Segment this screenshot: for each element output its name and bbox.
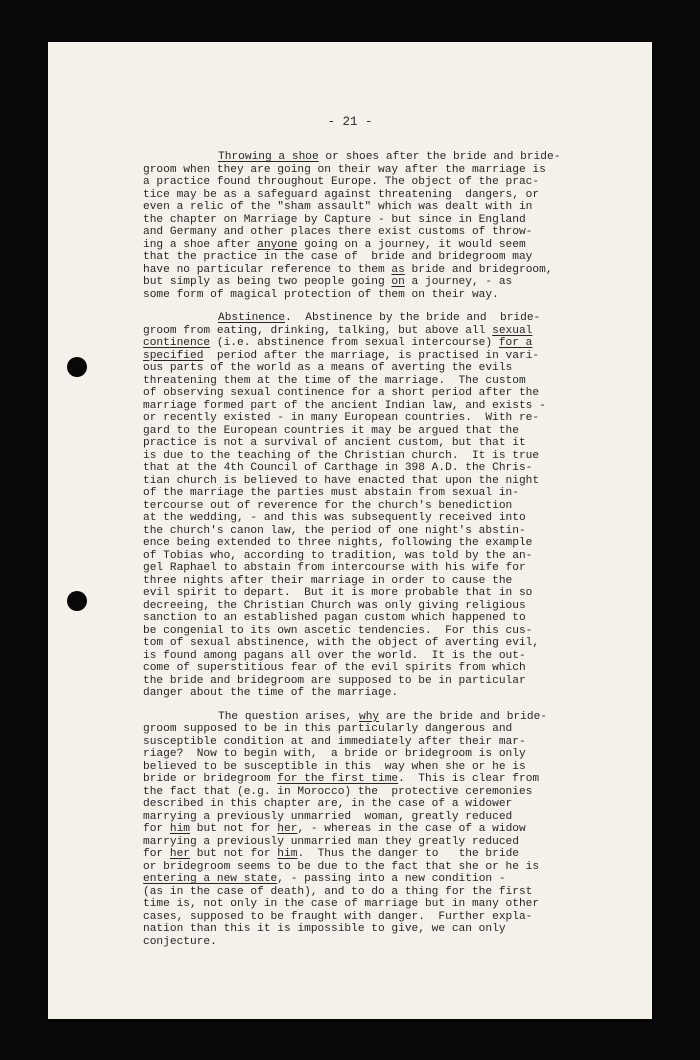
text-line [143, 612, 643, 625]
text-line [143, 675, 643, 688]
text-line [143, 412, 643, 425]
text-line [143, 264, 643, 277]
text-segment: three nights after their marriage in order to cause the [143, 574, 513, 587]
text-segment: sanction to an established pagan custom which happened to [143, 612, 526, 624]
text-segment: at the wedding, - and this was subsequently received into [143, 512, 526, 524]
text-segment: for [143, 848, 170, 860]
text-line [143, 201, 643, 214]
text-line [143, 836, 643, 849]
text-line [143, 512, 643, 525]
underlined-text: entering a new state [143, 873, 278, 885]
text-segment: tom of sexual abstinence, with the object of averting evil, [143, 637, 540, 649]
text-line [143, 761, 643, 774]
text-segment: cases, supposed to be fraught with danger. Further expla- [143, 910, 533, 923]
underlined-text: Throwing a shoe [218, 151, 319, 163]
text-segment: of Tobias who, according to tradition, was told by the an- [143, 549, 533, 562]
text-line [143, 873, 643, 886]
text-segment: going on a journey, it would seem [297, 238, 526, 251]
text-line [143, 525, 643, 538]
text-line [143, 312, 643, 325]
text-line [143, 662, 643, 675]
text-segment: but not for [190, 848, 278, 860]
punch-hole [67, 357, 87, 377]
text-segment: (as in the case of death), and to do a thing for the first [143, 885, 533, 898]
text-line [143, 575, 643, 588]
text-segment: and Germany and other places there exist customs of throw- [143, 226, 533, 238]
text-segment: of the marriage the parties must abstain from sexual in- [143, 487, 519, 499]
text-segment: bride or bridegroom [143, 773, 278, 785]
text-segment: ous parts of the world as a means of averting the evils [143, 362, 513, 374]
text-segment: described in this chapter are, in the case of a widower [143, 798, 513, 810]
text-line [143, 337, 643, 350]
text-segment: the bride and bridegroom are supposed to be in particular [143, 674, 526, 687]
text-segment: tice may be as a safeguard against threatening dangers, or [143, 188, 540, 201]
text-segment: riage? Now to begin with, a bride or bridegroom is only [143, 748, 526, 760]
text-segment: the church's canon law, the period of one night's abstin- [143, 524, 526, 537]
text-line [143, 923, 643, 936]
text-line [143, 736, 643, 749]
text-segment: the fact that (e.g. in Morocco) the protective ceremonies [143, 785, 533, 798]
text-line [143, 387, 643, 400]
text-line [143, 798, 643, 811]
text-segment: that the practice in the case of bride and bridegroom may [143, 251, 533, 263]
text-line [143, 450, 643, 463]
text-segment: groom when they are going on their way after the marriage is [143, 163, 546, 176]
text-segment: marriage formed part of the ancient Indian law, and exists - [143, 399, 546, 412]
text-line [143, 226, 643, 239]
text-line [143, 151, 643, 164]
text-line [143, 375, 643, 388]
text-line [143, 350, 643, 363]
text-line [143, 487, 643, 500]
text-line [143, 239, 643, 252]
text-segment: that at the 4th Council of Carthage in 398 A.D. the Chris- [143, 462, 533, 474]
text-line [143, 289, 643, 302]
text-segment: or bridegroom seems to be due to the fact that she or he is [143, 860, 540, 873]
text-line [143, 625, 643, 638]
text-segment: or recently existed - in many European countries. With re- [143, 412, 540, 424]
text-line [143, 650, 643, 663]
text-segment: believed to be susceptible in this way when she or he is [143, 760, 526, 773]
text-segment: ing a shoe after [143, 238, 258, 251]
text-segment: susceptible condition at and immediately after their mar- [143, 735, 526, 748]
text-line [143, 164, 643, 177]
text-line [143, 898, 643, 911]
punch-hole [67, 591, 87, 611]
text-line [143, 325, 643, 338]
text-segment: of observing sexual continence for a short period after the [143, 387, 540, 399]
text-line [143, 936, 643, 949]
text-line [143, 811, 643, 824]
text-line [143, 861, 643, 874]
text-line [143, 562, 643, 575]
text-segment: practice is not a survival of ancient custom, but that it [143, 437, 526, 449]
text-segment: a journey, - as [404, 276, 513, 288]
text-line [143, 214, 643, 227]
underlined-text: her [277, 823, 298, 835]
text-segment: . Abstinence by the bride and bride- [285, 312, 541, 324]
underlined-text: for the first time [277, 773, 399, 785]
text-segment: groom from eating, drinking, talking, but above all [143, 324, 493, 337]
body-text [143, 151, 643, 959]
text-segment: the chapter on Marriage by Capture - but since in England [143, 213, 526, 226]
text-segment: a practice found throughout Europe. The object of the prac- [143, 176, 540, 188]
text-segment: conjecture. [143, 935, 217, 948]
text-line [143, 823, 643, 836]
document-page [48, 42, 652, 1019]
text-segment: have no particular reference to them [143, 263, 392, 276]
text-line [143, 189, 643, 202]
paragraph-question [143, 711, 643, 949]
text-segment: , - passing into a new condition - [277, 873, 506, 885]
text-segment: nation than this it is impossible to give, we can only [143, 923, 506, 935]
underlined-text: continence [143, 337, 211, 349]
text-segment: The question arises, [218, 710, 359, 723]
text-segment: , - whereas in the case of a widow [297, 823, 526, 835]
text-line [143, 176, 643, 189]
text-line [143, 251, 643, 264]
text-line [143, 773, 643, 786]
text-segment: marrying a previously unmarried man they greatly reduced [143, 835, 519, 848]
text-segment: evil spirit to depart. But it is more probable that in so [143, 587, 533, 599]
text-segment: . This is clear from [398, 773, 540, 785]
text-segment: bride and bridegroom, [404, 263, 553, 276]
text-line [143, 687, 643, 700]
underlined-text: Abstinence [218, 312, 286, 324]
underlined-text: her [169, 848, 191, 860]
text-segment: even a relic of the "sham assault" which was dealt with in [143, 201, 533, 213]
text-segment: are the bride and bride- [379, 710, 547, 723]
text-line [143, 723, 643, 736]
text-segment: come of superstitious fear of the evil spirits from which [143, 662, 526, 674]
text-segment: tercourse out of reverence for the church's benediction [143, 499, 513, 512]
text-line [143, 848, 643, 861]
text-segment: but not for [190, 823, 278, 835]
text-segment: for [143, 823, 170, 835]
text-segment: (i.e. abstinence from sexual intercourse) [210, 337, 499, 349]
underlined-text: why [359, 710, 380, 723]
underlined-text: as [391, 263, 405, 276]
text-line [143, 276, 643, 289]
paragraph-abstinence [143, 312, 643, 700]
text-segment: decreeing, the Christian Church was only giving religious [143, 599, 526, 612]
text-segment: is due to the teaching of the Christian church. It is true [143, 449, 540, 462]
text-segment: time is, not only in the case of marriage but in many other [143, 898, 540, 910]
text-segment: groom supposed to be in this particularly dangerous and [143, 723, 513, 735]
text-segment: marrying a previously unmarried woman, greatly reduced [143, 810, 513, 823]
text-segment: be congenial to its own ascetic tendencies. For this cus- [143, 624, 533, 637]
text-segment: threatening them at the time of the marriage. The custom [143, 374, 526, 387]
text-segment: . Thus the danger to the bride [297, 848, 520, 860]
text-segment: gel Raphael to abstain from intercourse with his wife for [143, 562, 526, 574]
text-segment: gard to the European countries it may be argued that the [143, 424, 519, 437]
text-line [143, 500, 643, 513]
text-line [143, 475, 643, 488]
text-line [143, 362, 643, 375]
underlined-text: on [391, 276, 405, 288]
underlined-text: specified [143, 349, 204, 362]
text-segment: danger about the time of the marriage. [143, 687, 399, 699]
underlined-text: anyone [257, 238, 298, 251]
underlined-text: sexual [492, 324, 533, 337]
text-segment: tian church is believed to have enacted that upon the night [143, 474, 540, 487]
text-line [143, 587, 643, 600]
text-line [143, 600, 643, 613]
text-line [143, 711, 643, 724]
text-segment: or shoes after the bride and bride- [318, 151, 561, 163]
underlined-text: him [169, 823, 191, 835]
underlined-text: for a [498, 337, 533, 349]
text-line [143, 462, 643, 475]
text-segment: period after the marriage, is practised in vari- [203, 349, 540, 362]
text-segment: some form of magical protection of them on their way. [143, 288, 499, 301]
text-line [143, 400, 643, 413]
text-line [143, 886, 643, 899]
text-segment: is found among pagans all over the world. It is the out- [143, 649, 526, 662]
text-line [143, 437, 643, 450]
text-segment: but simply as being two people going [143, 276, 392, 288]
text-line [143, 748, 643, 761]
text-line [143, 425, 643, 438]
paragraph-throwing-shoe [143, 151, 643, 301]
text-line [143, 911, 643, 924]
text-line [143, 550, 643, 563]
text-segment: ence being extended to three nights, following the example [143, 537, 533, 549]
page-number: - 21 - [327, 115, 373, 129]
text-line [143, 537, 643, 550]
underlined-text: him [277, 848, 298, 860]
text-line [143, 637, 643, 650]
text-line [143, 786, 643, 799]
